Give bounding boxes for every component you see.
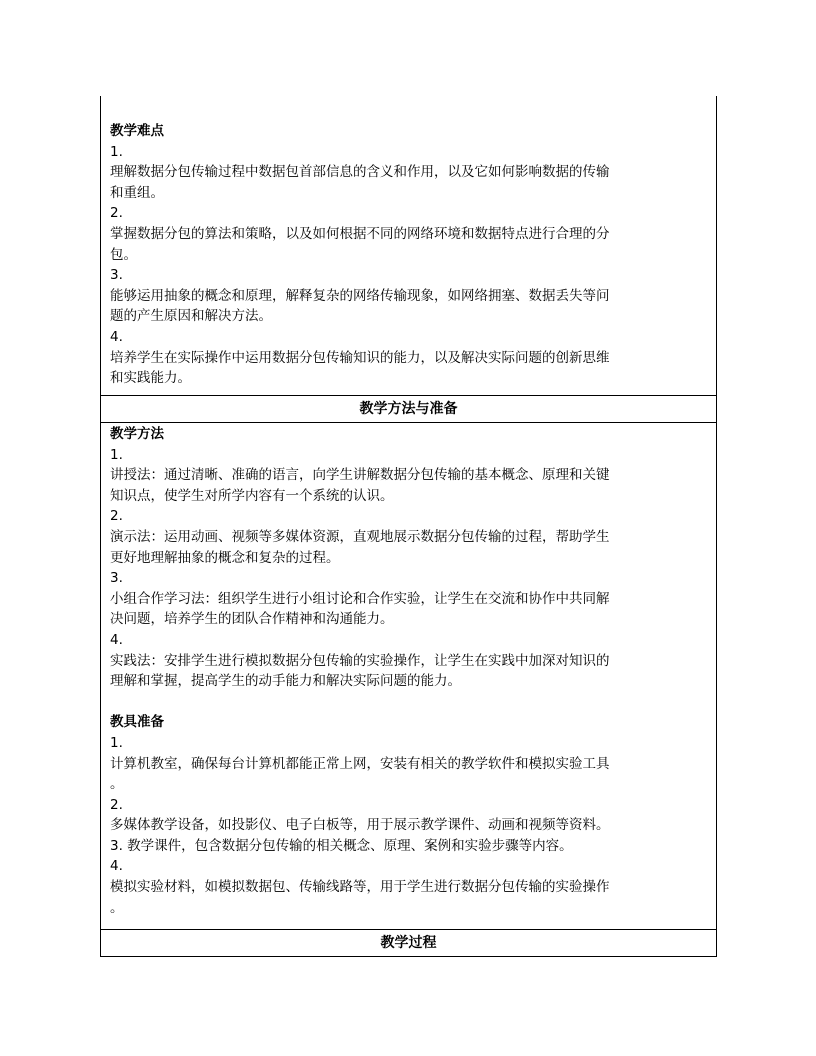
methods-section: [101, 423, 716, 918]
list-item-text: 小组合作学习法：组织学生进行小组讨论和合作实验，让学生在交流和协作中共同解: [110, 590, 610, 607]
list-item-text: 和重组。: [110, 184, 164, 201]
list-item-text: 决问题，培养学生的团队合作精神和沟通能力。: [110, 611, 394, 628]
list-item-number: 4.: [110, 858, 123, 875]
list-item-text: 和实践能力。: [110, 370, 191, 387]
list-item-number: 1.: [110, 143, 123, 160]
list-item-number: 1.: [110, 734, 123, 751]
list-item-text: 。: [110, 899, 124, 916]
list-item-text: 能够运用抽象的概念和原理，解释复杂的网络传输现象，如网络拥塞、数据丢失等问: [110, 287, 610, 304]
list-item-number: 4.: [110, 631, 123, 648]
equipment-heading: 教具准备: [110, 714, 164, 731]
list-item-text: 理解和掌握，提高学生的动手能力和解决实际问题的能力。: [110, 673, 461, 690]
list-item-text: 。: [110, 776, 124, 793]
lesson-plan-table: [100, 96, 717, 957]
list-item-text: 实践法：安排学生进行模拟数据分包传输的实验操作，让学生在实践中加深对知识的: [110, 652, 610, 669]
list-item-text: 题的产生原因和解决方法。: [110, 308, 272, 325]
section-title-process: 教学过程: [101, 929, 716, 957]
list-item-text: 讲授法：通过清晰、准确的语言，向学生讲解数据分包传输的基本概念、原理和关键: [110, 467, 610, 484]
methods-heading: 教学方法: [110, 426, 164, 442]
list-item-number: 2.: [110, 508, 123, 525]
list-item-text: 计算机教室，确保每台计算机都能正常上网，安装有相关的教学软件和模拟实验工具: [110, 755, 610, 772]
list-item-text: 包。: [110, 246, 137, 263]
section-title-methods: 教学方法与准备: [101, 395, 716, 423]
list-item-text: 掌握数据分包的算法和策略，以及如何根据不同的网络环境和数据特点进行合理的分: [110, 225, 610, 242]
list-item-number: 3.: [110, 267, 123, 284]
list-item-number: 1.: [110, 446, 123, 463]
list-item-text: 知识点，使学生对所学内容有一个系统的认识。: [110, 487, 394, 504]
list-item-number: 2.: [110, 796, 123, 813]
list-item-number: 3.: [110, 570, 123, 587]
list-item-text: 演示法：运用动画、视频等多媒体资源，直观地展示数据分包传输的过程，帮助学生: [110, 528, 610, 545]
list-item-text: 理解数据分包传输过程中数据包首部信息的含义和作用，以及它如何影响数据的传输: [110, 164, 610, 181]
list-item-text: 多媒体教学设备，如投影仪、电子白板等，用于展示教学课件、动画和视频等资料。: [110, 817, 610, 834]
list-item-number: 2.: [110, 205, 123, 222]
list-item-text: 培养学生在实际操作中运用数据分包传输知识的能力，以及解决实际问题的创新思维: [110, 349, 610, 366]
list-item-text: 更好地理解抽象的概念和复杂的过程。: [110, 549, 340, 566]
list-item-text: 模拟实验材料，如模拟数据包、传输线路等，用于学生进行数据分包传输的实验操作: [110, 879, 610, 896]
difficulty-section: [101, 96, 716, 396]
difficulty-heading: 教学难点: [110, 123, 164, 139]
list-item-text: 3. 教学课件，包含数据分包传输的相关概念、原理、案例和实验步骤等内容。: [110, 837, 573, 854]
spacer: [110, 692, 707, 713]
list-item-number: 4.: [110, 328, 123, 345]
